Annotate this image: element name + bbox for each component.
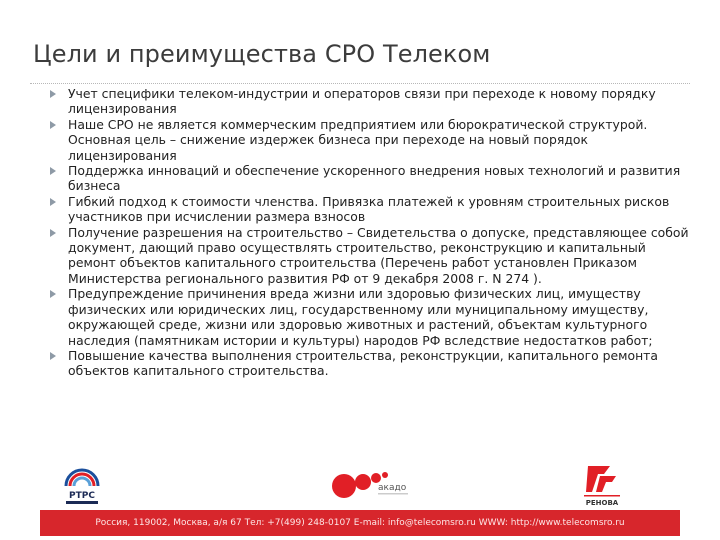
bullet-item	[50, 86, 690, 117]
footer-bar	[40, 510, 680, 536]
bullet-item	[50, 348, 690, 379]
bullet-arrow-icon	[50, 121, 56, 129]
bullet-arrow-icon	[50, 290, 56, 298]
bullet-text: Предупреждение причинения вреда жизни или здоровью физических лиц, имуществу физических или юридических лиц, государственному или муниципальному имуществу, окружающей среде, жизни или здоровью животных и растений, объектам культурного наследия (памятникам истории и культуры) народов РФ вследствие недостатков работ;	[68, 286, 653, 348]
bullet-text: Гибкий подход к стоимости членства. Привязка платежей к уровням строительных рисков участников при исчислении размера взносов	[68, 193, 670, 225]
bullet-list	[50, 86, 690, 379]
bullet-arrow-icon	[50, 167, 56, 175]
rtrs-logo-icon	[60, 462, 104, 506]
renova-logo-text: РЕНОВА	[585, 499, 619, 507]
slide-title: Цели и преимущества СРО Телеком	[33, 40, 491, 68]
footer-contact-text: Россия, 119002, Москва, а/я 67 Тел: +7(499) 248-0107 E-mail: info@telecomsro.ru WWW: http://www.telecomsro.ru	[95, 518, 625, 528]
bullet-arrow-icon	[50, 229, 56, 237]
bullet-item	[50, 117, 690, 163]
bullet-arrow-icon	[50, 352, 56, 360]
bullet-item	[50, 163, 690, 194]
partner-logos	[40, 458, 680, 510]
bullet-text: Поддержка инноваций и обеспечение ускоренного внедрения новых технологий и развития бизнеса	[68, 163, 681, 194]
bullet-text: Получение разрешения на строительство – Свидетельства о допуске, представляющее собой документ, дающий право осуществлять строительство, реконструкцию и капитальный ремонт объектов капитального строительства (Перечень работ установлен Приказом Министерства регионального развития РФ от 9 декабря 2008 г. N 274 ).	[68, 224, 689, 286]
bullet-arrow-icon	[50, 198, 56, 206]
rtrs-logo-text: РТРС	[69, 491, 95, 501]
bullet-arrow-icon	[50, 90, 56, 98]
bullet-text: Учет специфики телеком-индустрии и операторов связи при переходе к новому порядку лицензирования	[68, 86, 656, 117]
renova-logo-icon	[580, 462, 624, 508]
akado-logo-text: акадо	[378, 483, 407, 493]
bullet-item	[50, 225, 690, 287]
bullet-item	[50, 286, 690, 348]
bullet-text: Наше СРО не является коммерческим предприятием или бюрократической структурой. Основная цель – снижение издержек бизнеса при переходе на новый порядок лицензирования	[68, 116, 648, 163]
akado-logo-icon	[330, 464, 420, 504]
title-divider	[30, 83, 690, 85]
bullet-text: Повышение качества выполнения строительства, реконструкции, капитального ремонта объектов капитального строительства.	[68, 347, 658, 379]
bullet-item	[50, 194, 690, 225]
